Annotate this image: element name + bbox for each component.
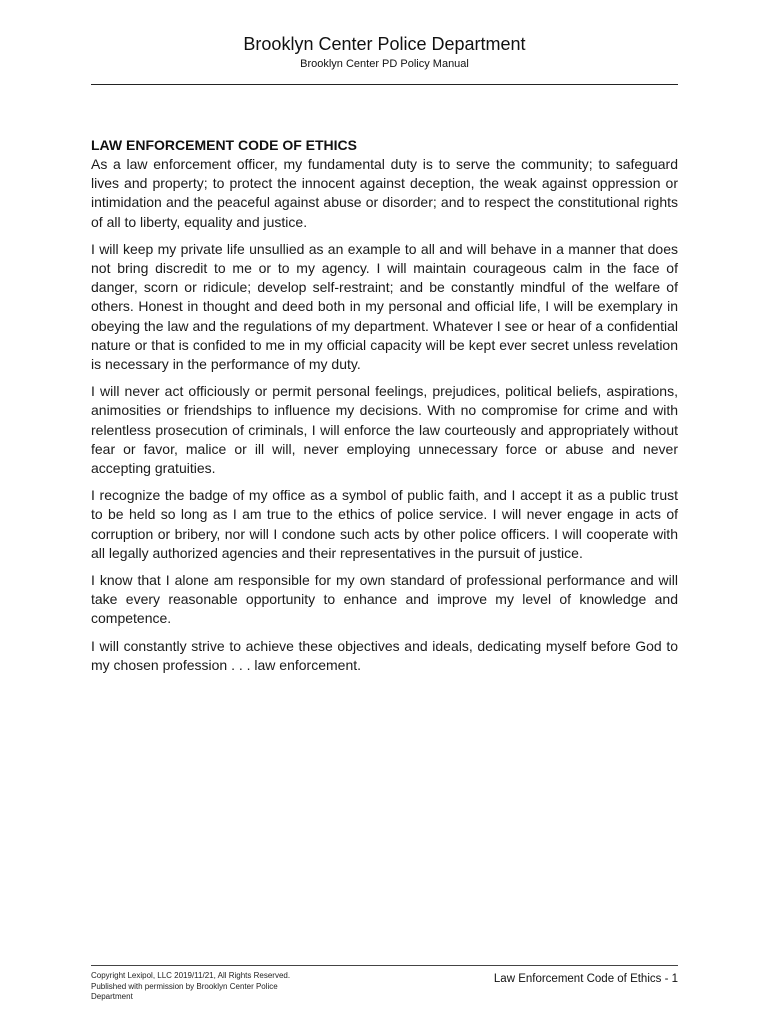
footer-copyright-block [91,971,321,1003]
paragraph: I recognize the badge of my office as a symbol of public faith, and I accept it as a public trust to be held so long as I am true to the ethics of police service. I will never engage in acts of corruption or bribery, nor will I condone such acts by other police officers. I will cooperate with all legally authorized agencies and their representatives in the pursuit of justice. [91,487,678,561]
paragraph: I will constantly strive to achieve these objectives and ideals, dedicating myself before God to my chosen profession . . . law enforcement. [91,637,678,673]
document-subtitle: Brooklyn Center PD Policy Manual [300,58,469,70]
paragraph: I will keep my private life unsullied as an example to all and will behave in a manner that does not bring discredit to me or to my agency. I will maintain courageous calm in the face of danger, scorn or ridicule; develop self-restraint; and be constantly mindful of the welfare of others. Honest in thought and deed both in my personal and official life, I will be exemplary in obeying the law and the regulations of my department. Whatever I see or hear of a confidential nature or that is confided to me in my official capacity will be kept ever secret unless revelation is necessary in the performance of my duty. [91,240,678,373]
section-heading: LAW ENFORCEMENT CODE OF ETHICS [91,137,357,153]
page-content [91,136,678,683]
page-header [91,33,678,72]
footer-divider [91,965,678,966]
paragraph: As a law enforcement officer, my fundamental duty is to serve the community; to safeguard lives and property; to protect the innocent against deception, the weak against oppression or intimidation and the peaceful against abuse or disorder; and to respect the constitutional rights of all to liberty, equality and justice. [91,156,678,230]
header-divider [91,84,678,85]
copyright-text: Copyright Lexipol, LLC 2019/11/21, All Rights Reserved. [91,971,291,980]
permission-text: Published with permission by Brooklyn Center Police Department [91,981,278,1001]
paragraph: I know that I alone am responsible for my own standard of professional performance and will take every reasonable opportunity to enhance and improve my level of knowledge and competence. [91,572,678,627]
paragraph: I will never act officiously or permit personal feelings, prejudices, political beliefs, aspirations, animosities or friendships to influence my decisions. With no compromise for crime and with relentless prosecution of criminals, I will enforce the law courteously and appropriately without fear or favor, malice or ill will, never employing unnecessary force or abuse and never accepting gratuities. [91,383,678,477]
document-title: Brooklyn Center Police Department [243,34,526,54]
page-label: Law Enforcement Code of Ethics - 1 [493,973,678,985]
